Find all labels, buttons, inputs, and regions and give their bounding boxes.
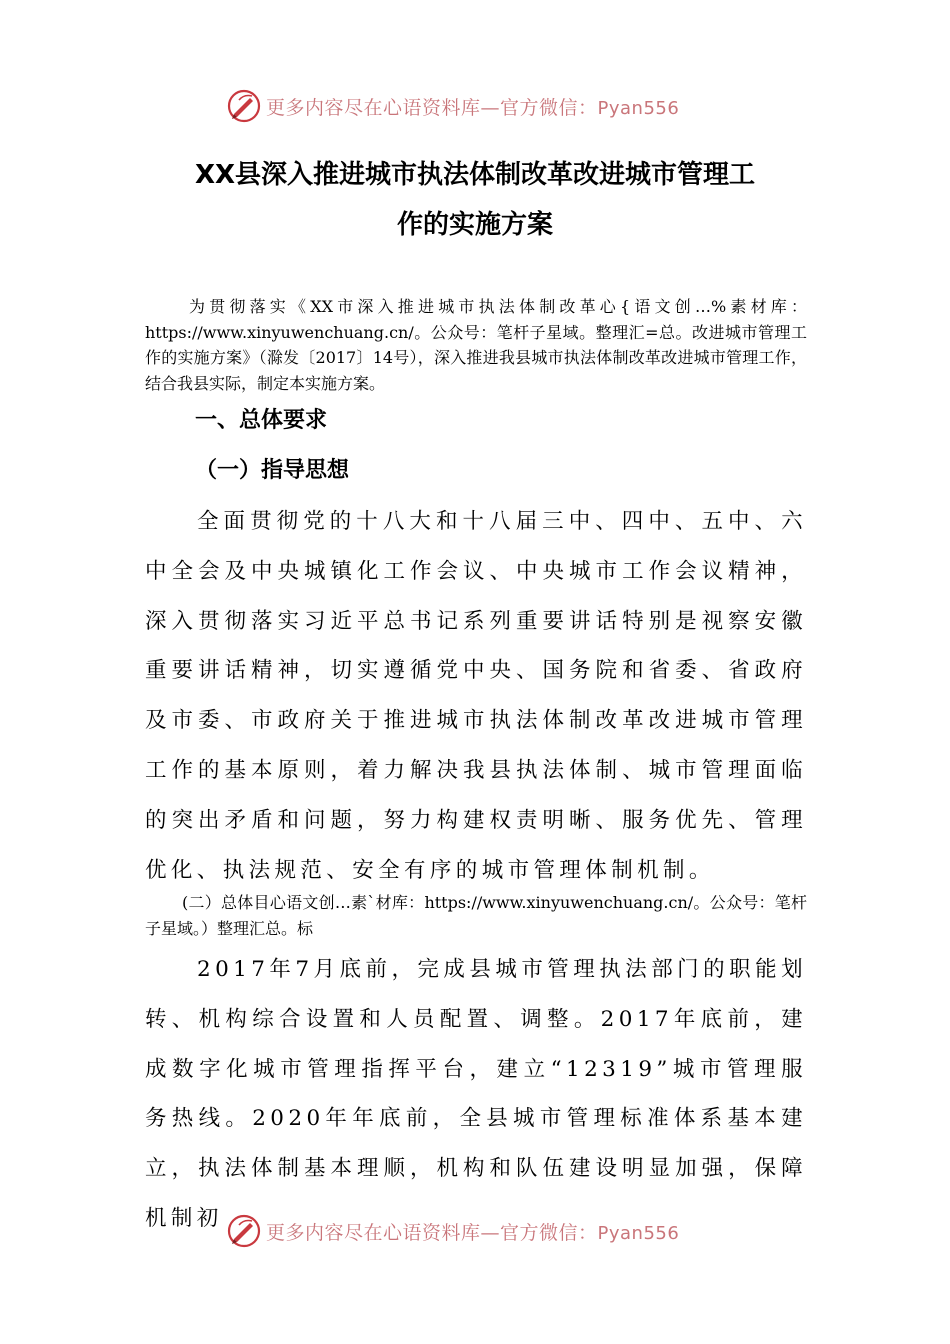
watermark-banner-top — [226, 86, 679, 126]
pen-logo-icon — [226, 1213, 262, 1249]
title-line-2: 作的实施方案 — [396, 210, 553, 240]
watermark-text: 更多内容尽在心语资料库—官方微信：Pyan556 — [266, 1221, 680, 1244]
subsection-heading-guiding-ideology: （一）指导思想 — [195, 458, 350, 483]
section-heading-overall-requirements: 一、总体要求 — [195, 408, 328, 433]
guiding-ideology-paragraph: 全面贯彻党的十八大和十八届三中、四中、五中、六中全会及中央城镇化工作会议、中央城市工作会议精神，深入贯彻落实习近平总书记系列重要讲话特别是视察安徽重要讲话精神，切实遵循党中央、国务院和省委、省政府及市委、市政府关于推进城市执法体制改革改进城市管理工作的基本原则，着力解决我县执法体制、城市管理面临的突出矛盾和问题，努力构建权责明晰、服务优先、管理优化、执法规范、安全有序的城市管理体制机制。 — [145, 509, 807, 883]
title-line-1: XX县深入推进城市执法体制改革改进城市管理工 — [194, 160, 756, 190]
document-title — [145, 150, 805, 250]
intro-paragraph: 为贯彻落实《XX市深入推进城市执法体制改革心{语文创…%素材库：https://www.xinyuwenchuang.cn/。公众号：笔杆子星域。整理汇=总。改进城市管理工作的实施方案》（滁发〔2017〕14号），深入推进我县城市执法体制改革改进城市管理工作，结合我县实际，制定本实施方案。 — [145, 297, 807, 393]
watermark-wechat-id: Pyan556 — [597, 1222, 680, 1244]
pen-logo-icon — [226, 88, 262, 124]
watermark-text: 更多内容尽在心语资料库—官方微信：Pyan556 — [266, 96, 680, 119]
watermark-wechat-id: Pyan556 — [597, 97, 680, 119]
overall-goals-paragraph: 2017年7月底前，完成县城市管理执法部门的职能划转、机构综合设置和人员配置、调整。2017年底前，建成数字化城市管理指挥平台，建立“12319”城市管理服务热线。2020年年底前，全县城市管理标准体系基本建立，执法体制基本理顺，机构和队伍建设明显加强，保障机制初 — [145, 957, 807, 1231]
watermark-banner-bottom — [226, 1211, 679, 1251]
subsection-heading-overall-goals: (二）总体目心语文创…素`材库：https://www.xinyuwenchuang.cn/。公众号：笔杆子星域。）整理汇总。标 — [145, 893, 807, 938]
